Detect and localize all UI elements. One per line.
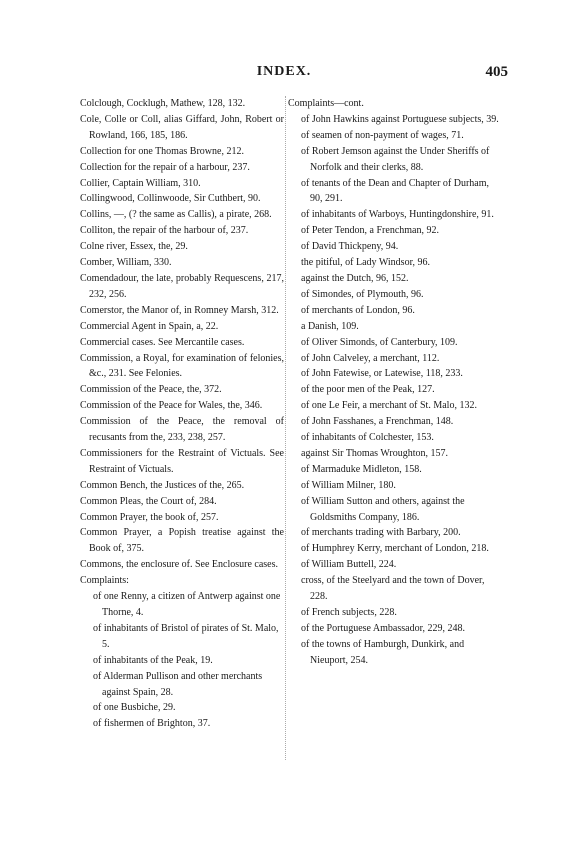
index-subentry: the pitiful, of Lady Windsor, 96. xyxy=(301,257,430,269)
index-subentry: of fishermen of Brighton, 37. xyxy=(93,718,211,730)
page-number: 405 xyxy=(485,64,508,80)
index-subentry: of John Fasshanes, a Frenchman, 148. xyxy=(301,416,454,428)
index-subentry: of John Hawkins against Portuguese subjects, 39. xyxy=(301,113,499,125)
index-subentry: of Oliver Simonds, of Canterbury, 109. xyxy=(301,336,458,348)
index-entry: Collection for one Thomas Browne, 212. xyxy=(80,145,244,157)
index-entry: Common Pleas, the Court of, 284. xyxy=(80,495,217,507)
complaints-heading: Complaints: xyxy=(80,575,129,587)
index-entry: Comber, William, 330. xyxy=(80,257,172,269)
index-entry: Collection for the repair of a harbour, 237. xyxy=(80,161,250,173)
index-entry: Commercial cases. See Mercantile cases. xyxy=(80,336,245,348)
index-entry: Commercial Agent in Spain, a, 22. xyxy=(80,320,219,332)
index-subentry: cross, of the Steelyard and the town of Dover, 228. xyxy=(301,575,485,603)
index-entry: Colne river, Essex, the, 29. xyxy=(80,241,188,253)
right-column xyxy=(288,96,502,669)
index-entry: Commission of the Peace for Wales, the, 346. xyxy=(80,400,263,412)
index-subentry: of the towns of Hamburgh, Dunkirk, and Nieuport, 254. xyxy=(301,638,465,666)
index-entry: Commons, the enclosure of. See Enclosure cases. xyxy=(80,559,279,571)
index-subentry: of inhabitants of Warboys, Huntingdonshire, 91. xyxy=(301,209,494,221)
index-subentry: of merchants trading with Barbary, 200. xyxy=(301,527,461,539)
index-entry: Collins, —, (? the same as Callis), a pirate, 268. xyxy=(80,209,272,221)
index-subentry: of tenants of the Dean and Chapter of Durham, 90, 291. xyxy=(301,177,489,205)
index-subentry: of inhabitants of Colchester, 153. xyxy=(301,432,434,444)
index-entry: Comendadour, the late, probably Requescens, 217, 232, 256. xyxy=(80,272,284,300)
index-subentry: of William Buttell, 224. xyxy=(301,559,397,571)
index-entry: Collingwood, Collinwoode, Sir Cuthbert, 90. xyxy=(80,193,261,205)
index-subentry: of Peter Tendon, a Frenchman, 92. xyxy=(301,225,439,237)
complaints-cont-heading: Complaints—cont. xyxy=(288,98,364,109)
index-subentry: of Robert Jemson against the Under Sheriffs of Norfolk and their clerks, 88. xyxy=(301,145,490,173)
index-subentry: of William Milner, 180. xyxy=(301,479,396,491)
index-subentry: of merchants of London, 96. xyxy=(301,304,415,316)
index-subentry: of one Busbiche, 29. xyxy=(93,702,176,714)
index-entry: Commission of the Peace, the, 372. xyxy=(80,384,222,396)
index-subentry: of David Thickpeny, 94. xyxy=(301,241,399,253)
index-subentry: of Alderman Pullison and other merchants against Spain, 28. xyxy=(93,670,263,698)
index-subentry: of the poor men of the Peak, 127. xyxy=(301,384,435,396)
index-subentry: of John Calveley, a merchant, 112. xyxy=(301,352,440,364)
index-subentry: of inhabitants of the Peak, 19. xyxy=(93,654,213,666)
index-subentry: of one Le Feir, a merchant of St. Malo, 132. xyxy=(301,400,477,412)
index-subentry: of the Portuguese Ambassador, 229, 248. xyxy=(301,622,466,634)
page-header xyxy=(60,64,508,86)
index-subentry: of inhabitants of Bristol of pirates of St. Malo, 5. xyxy=(93,622,279,650)
index-subentry: of John Fatewise, or Latewise, 118, 233. xyxy=(301,368,463,380)
index-subentry: of Simondes, of Plymouth, 96. xyxy=(301,288,424,300)
index-subentry: of Marmaduke Midleton, 158. xyxy=(301,463,422,475)
index-subentry: of French subjects, 228. xyxy=(301,607,397,618)
index-subentry: of one Renny, a citizen of Antwerp against one Thorne, 4. xyxy=(93,591,281,618)
index-subentry: a Danish, 109. xyxy=(301,320,359,332)
index-entry: Commissioners for the Restraint of Victuals. See Restraint of Victuals. xyxy=(80,447,284,475)
left-column xyxy=(80,96,284,732)
index-subentry: of Humphrey Kerry, merchant of London, 218. xyxy=(301,543,489,555)
index-entry: Common Prayer, a Popish treatise against the Book of, 375. xyxy=(80,527,284,555)
page-title: INDEX. xyxy=(256,64,312,79)
column-divider xyxy=(285,96,286,760)
index-subentry: of seamen of non-payment of wages, 71. xyxy=(301,129,464,141)
index-subentry: of William Sutton and others, against the Goldsmiths Company, 186. xyxy=(301,495,465,523)
index-subentry: against Sir Thomas Wroughton, 157. xyxy=(301,447,448,459)
index-entry: Commission, a Royal, for examination of felonies, &c., 231. See Felonies. xyxy=(80,352,284,380)
index-entry: Commission of the Peace, the removal of recusants from the, 233, 238, 257. xyxy=(80,416,284,444)
index-entry: Colclough, Cocklugh, Mathew, 128, 132. xyxy=(80,98,246,109)
index-entry: Cole, Colle or Coll, alias Giffard, John, Robert or Rowland, 166, 185, 186. xyxy=(80,113,284,141)
index-entry: Common Bench, the Justices of the, 265. xyxy=(80,479,245,491)
index-entry: Common Prayer, the book of, 257. xyxy=(80,511,219,523)
index-subentry: against the Dutch, 96, 152. xyxy=(301,272,409,284)
index-entry: Colliton, the repair of the harbour of, 237. xyxy=(80,225,249,237)
index-entry: Collier, Captain William, 310. xyxy=(80,177,201,189)
index-entry: Comerstor, the Manor of, in Romney Marsh, 312. xyxy=(80,304,279,316)
